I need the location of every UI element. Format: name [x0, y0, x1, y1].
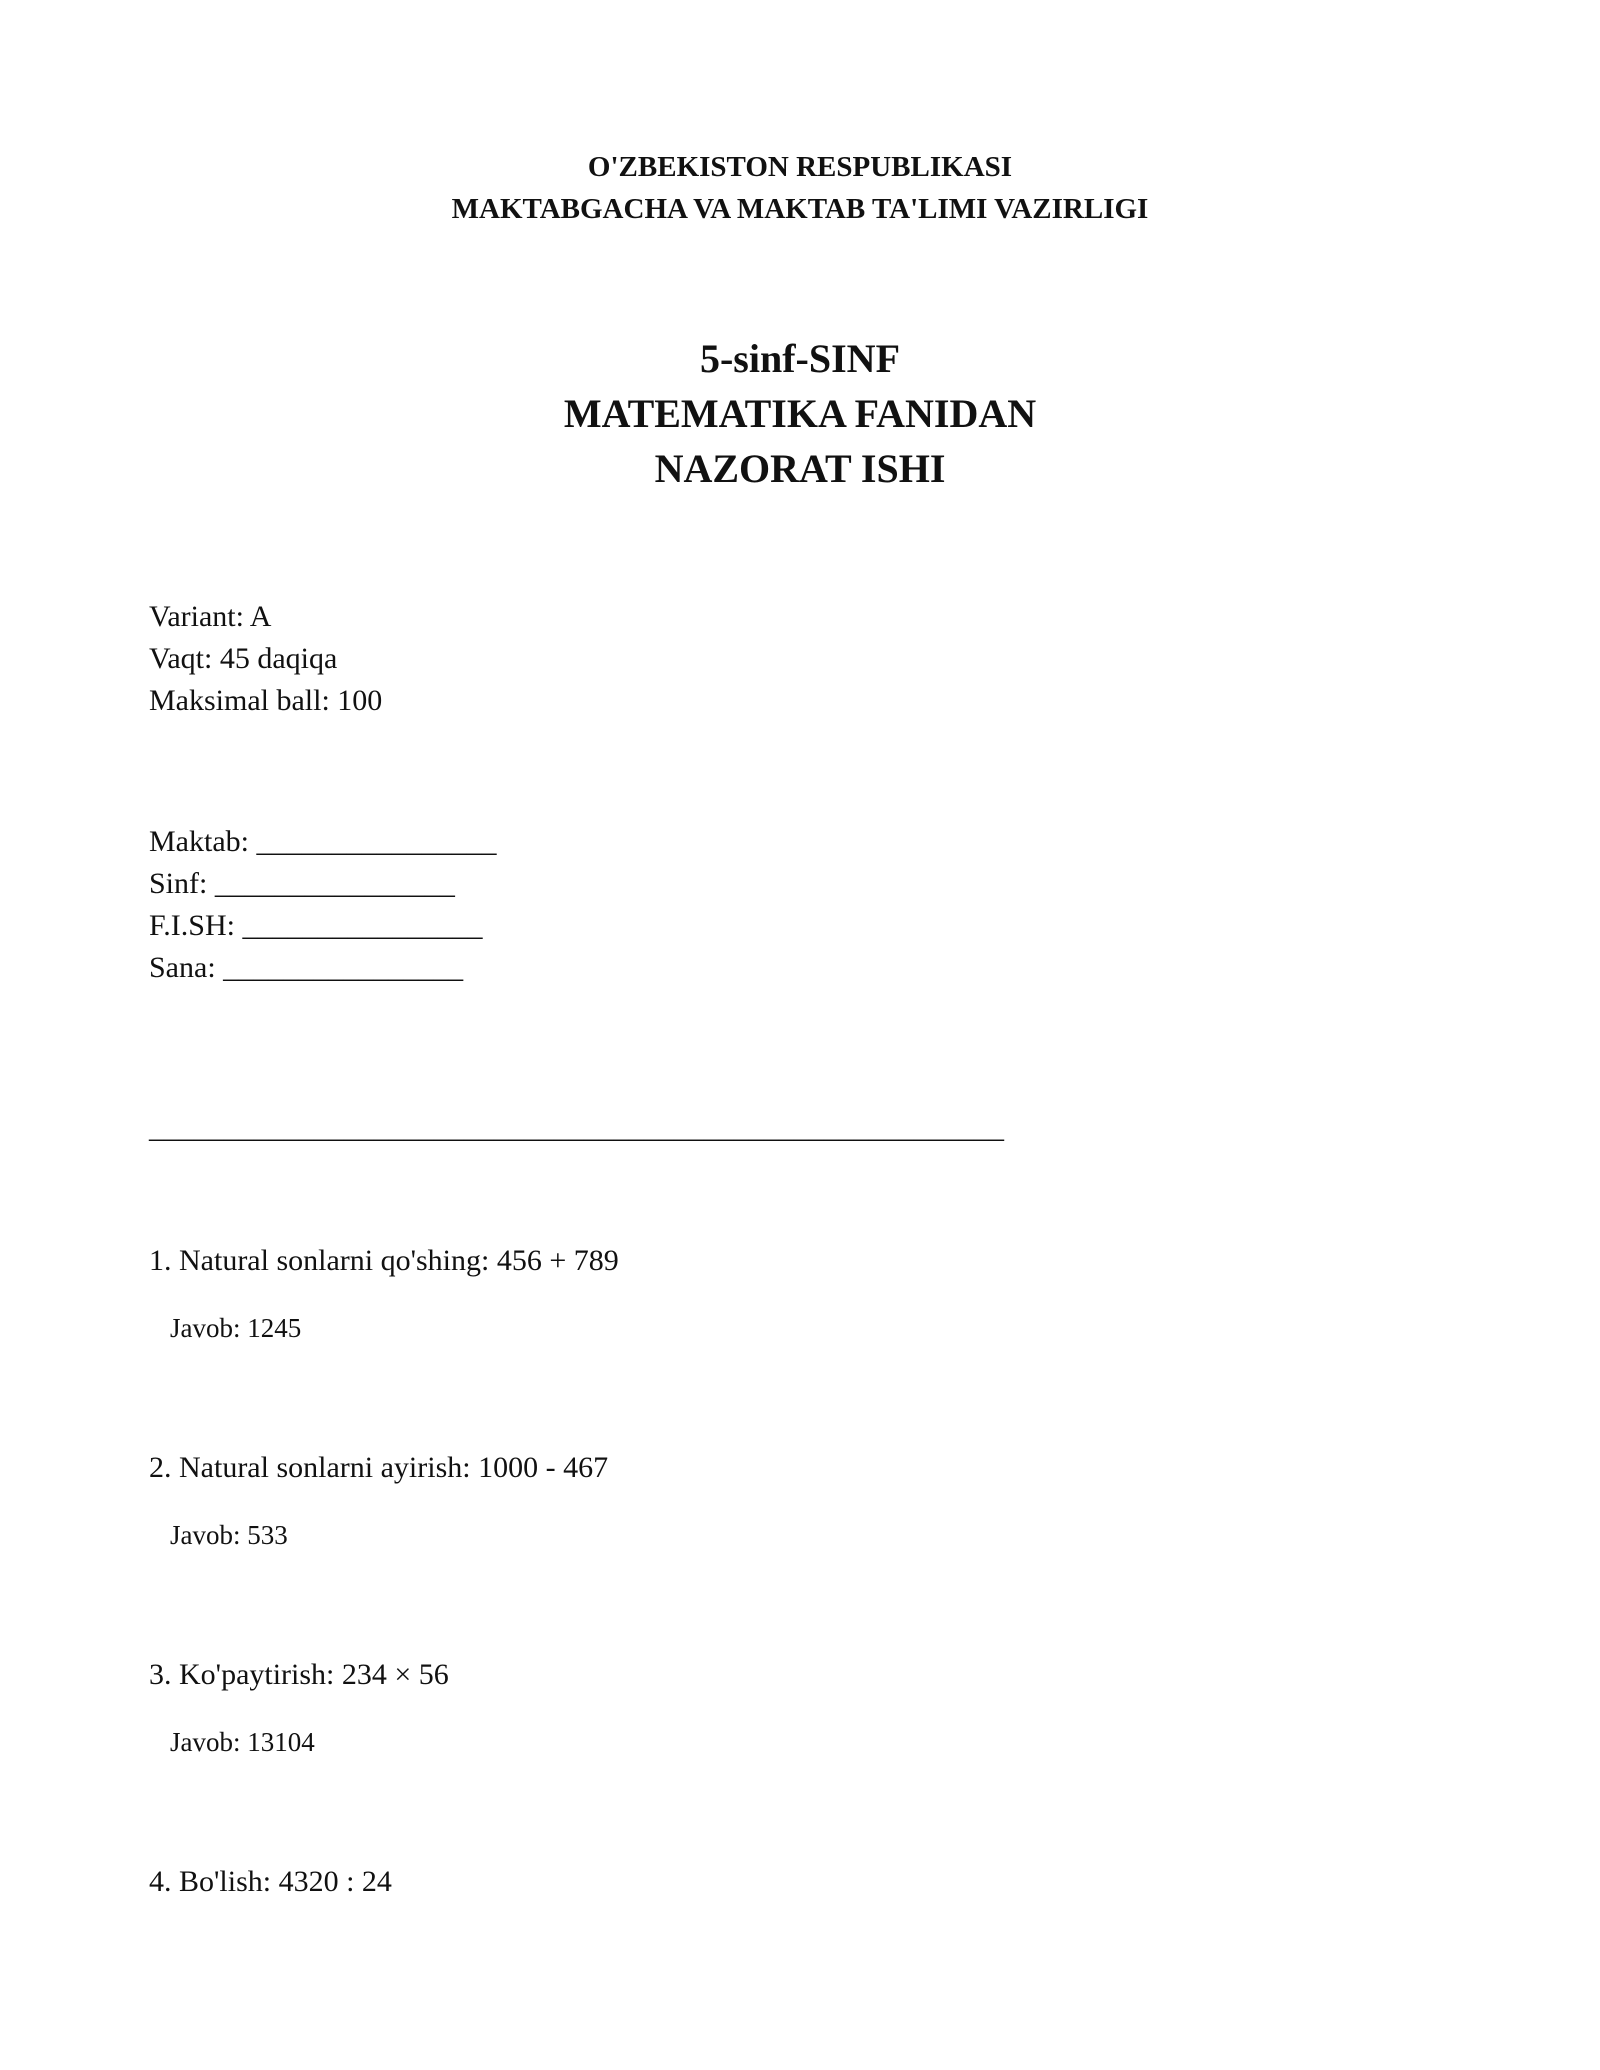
ministry-name-line: MAKTABGACHA VA MAKTAB TA'LIMI VAZIRLIGI [451, 193, 1149, 225]
question-2: 2. Natural sonlarni ayirish: 1000 - 467 [149, 1451, 609, 1484]
answer-1: Javob: 1245 [170, 1313, 302, 1343]
name-field: F.I.SH: ________________ [149, 909, 483, 942]
school-field: Maktab: ________________ [149, 825, 497, 858]
answer-3: Javob: 13104 [170, 1727, 315, 1757]
variant-label: Variant: A [149, 600, 272, 633]
question-4: 4. Bo'lish: 4320 : 24 [149, 1865, 392, 1898]
time-label: Vaqt: 45 daqiqa [149, 642, 338, 675]
grade-title: 5-sinf-SINF [699, 336, 901, 381]
max-score-label: Maksimal ball: 100 [149, 684, 383, 717]
class-field: Sinf: ________________ [149, 867, 455, 900]
ministry-country-line: O'ZBEKISTON RESPUBLIKASI [587, 151, 1013, 183]
question-3: 3. Ko'paytirish: 234 × 56 [149, 1658, 449, 1691]
subject-title: MATEMATIKA FANIDAN [563, 391, 1037, 436]
question-1: 1. Natural sonlarni qo'shing: 456 + 789 [149, 1244, 619, 1277]
answer-2: Javob: 533 [170, 1520, 288, 1550]
date-field: Sana: ________________ [149, 951, 464, 984]
section-separator: _________________________________________________________ [149, 1111, 1004, 1144]
test-title: NAZORAT ISHI [654, 446, 946, 491]
